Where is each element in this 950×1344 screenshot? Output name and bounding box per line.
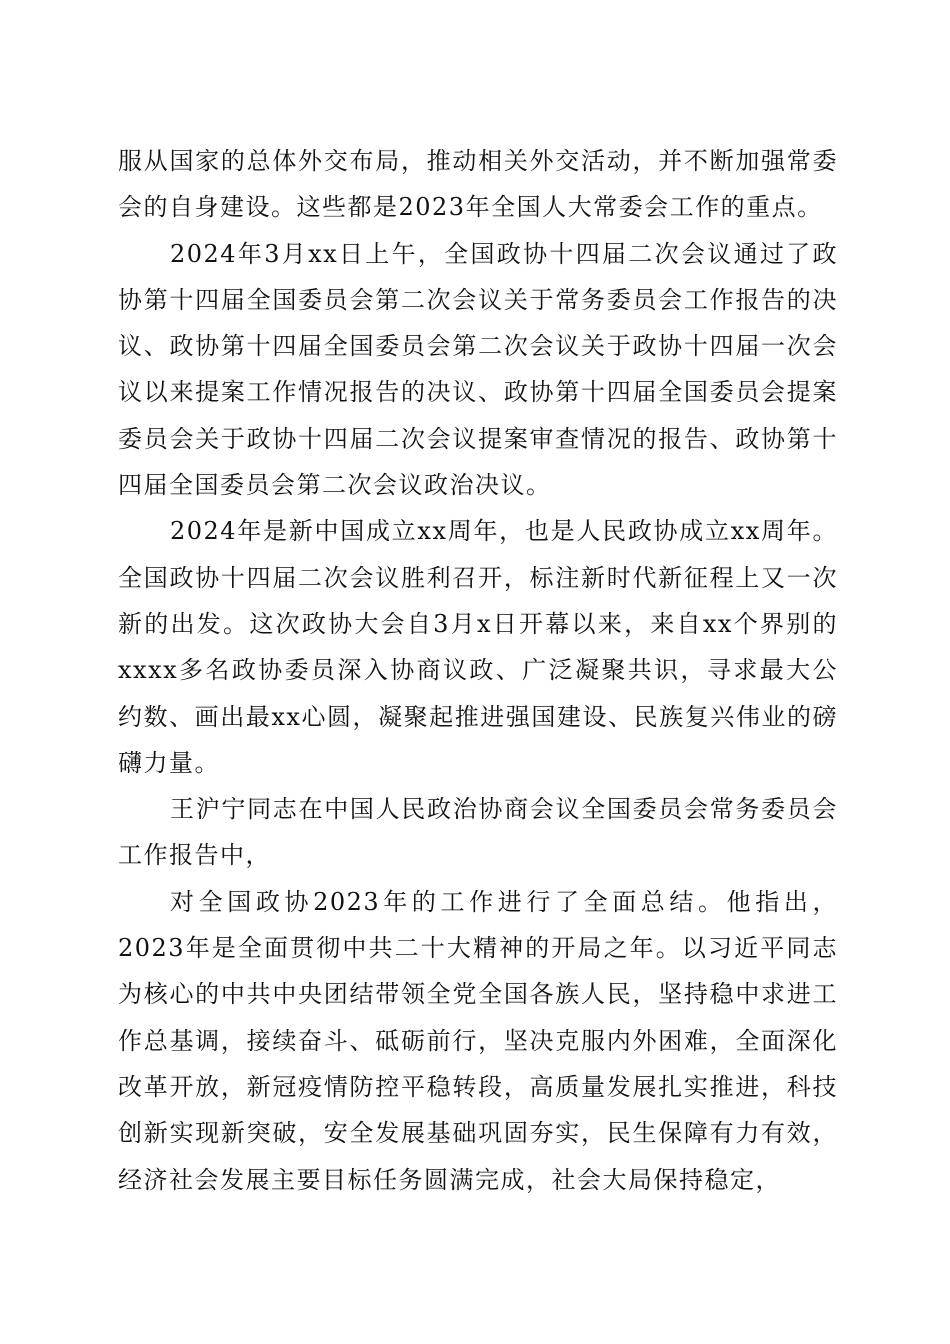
paragraph-2: 2024年3月xx日上午，全国政协十四届二次会议通过了政协第十四届全国委员会第二次会议关于常务委员会工作报告的决议、政协第十四届全国委员会第二次会议关于政协十四届一次会议以来提案工作情况报告的决议、政协第十四届全国委员会提案委员会关于政协十四届二次会议提案审查情况的报告、政协第十四届全国委员会第二次会议政治决议。 bbox=[118, 239, 838, 500]
document-body bbox=[118, 138, 838, 1203]
paragraph-4: 王沪宁同志在中国人民政治协商会议全国委员会常务委员会工作报告中， bbox=[118, 795, 838, 870]
paragraph-5: 对全国政协2023年的工作进行了全面总结。他指出，2023年是全面贯彻中共二十大精神的开局之年。以习近平同志为核心的中共中央团结带领全党全国各族人民，坚持稳中求进工作总基调，接续奋斗、砥砺前行，坚决克服内外困难，全面深化改革开放，新冠疫情防控平稳转段，高质量发展扎实推进，科技创新实现新突破，安全发展基础巩固夯实，民生保障有力有效，经济社会发展主要目标任务圆满完成，社会大局保持稳定， bbox=[118, 887, 838, 1194]
paragraph-1: 服从国家的总体外交布局，推动相关外交活动，并不断加强常委会的自身建设。这些都是2023年全国人大常委会工作的重点。 bbox=[118, 147, 838, 222]
paragraph-3: 2024年是新中国成立xx周年，也是人民政协成立xx周年。全国政协十四届二次会议胜利召开，标注新时代新征程上又一次新的出发。这次政协大会自3月x日开幕以来，来自xx个界别的xxxx多名政协委员深入协商议政、广泛凝聚共识，寻求最大公约数、画出最xx心圆，凝聚起推进强国建设、民族复兴伟业的磅礴力量。 bbox=[118, 517, 838, 777]
